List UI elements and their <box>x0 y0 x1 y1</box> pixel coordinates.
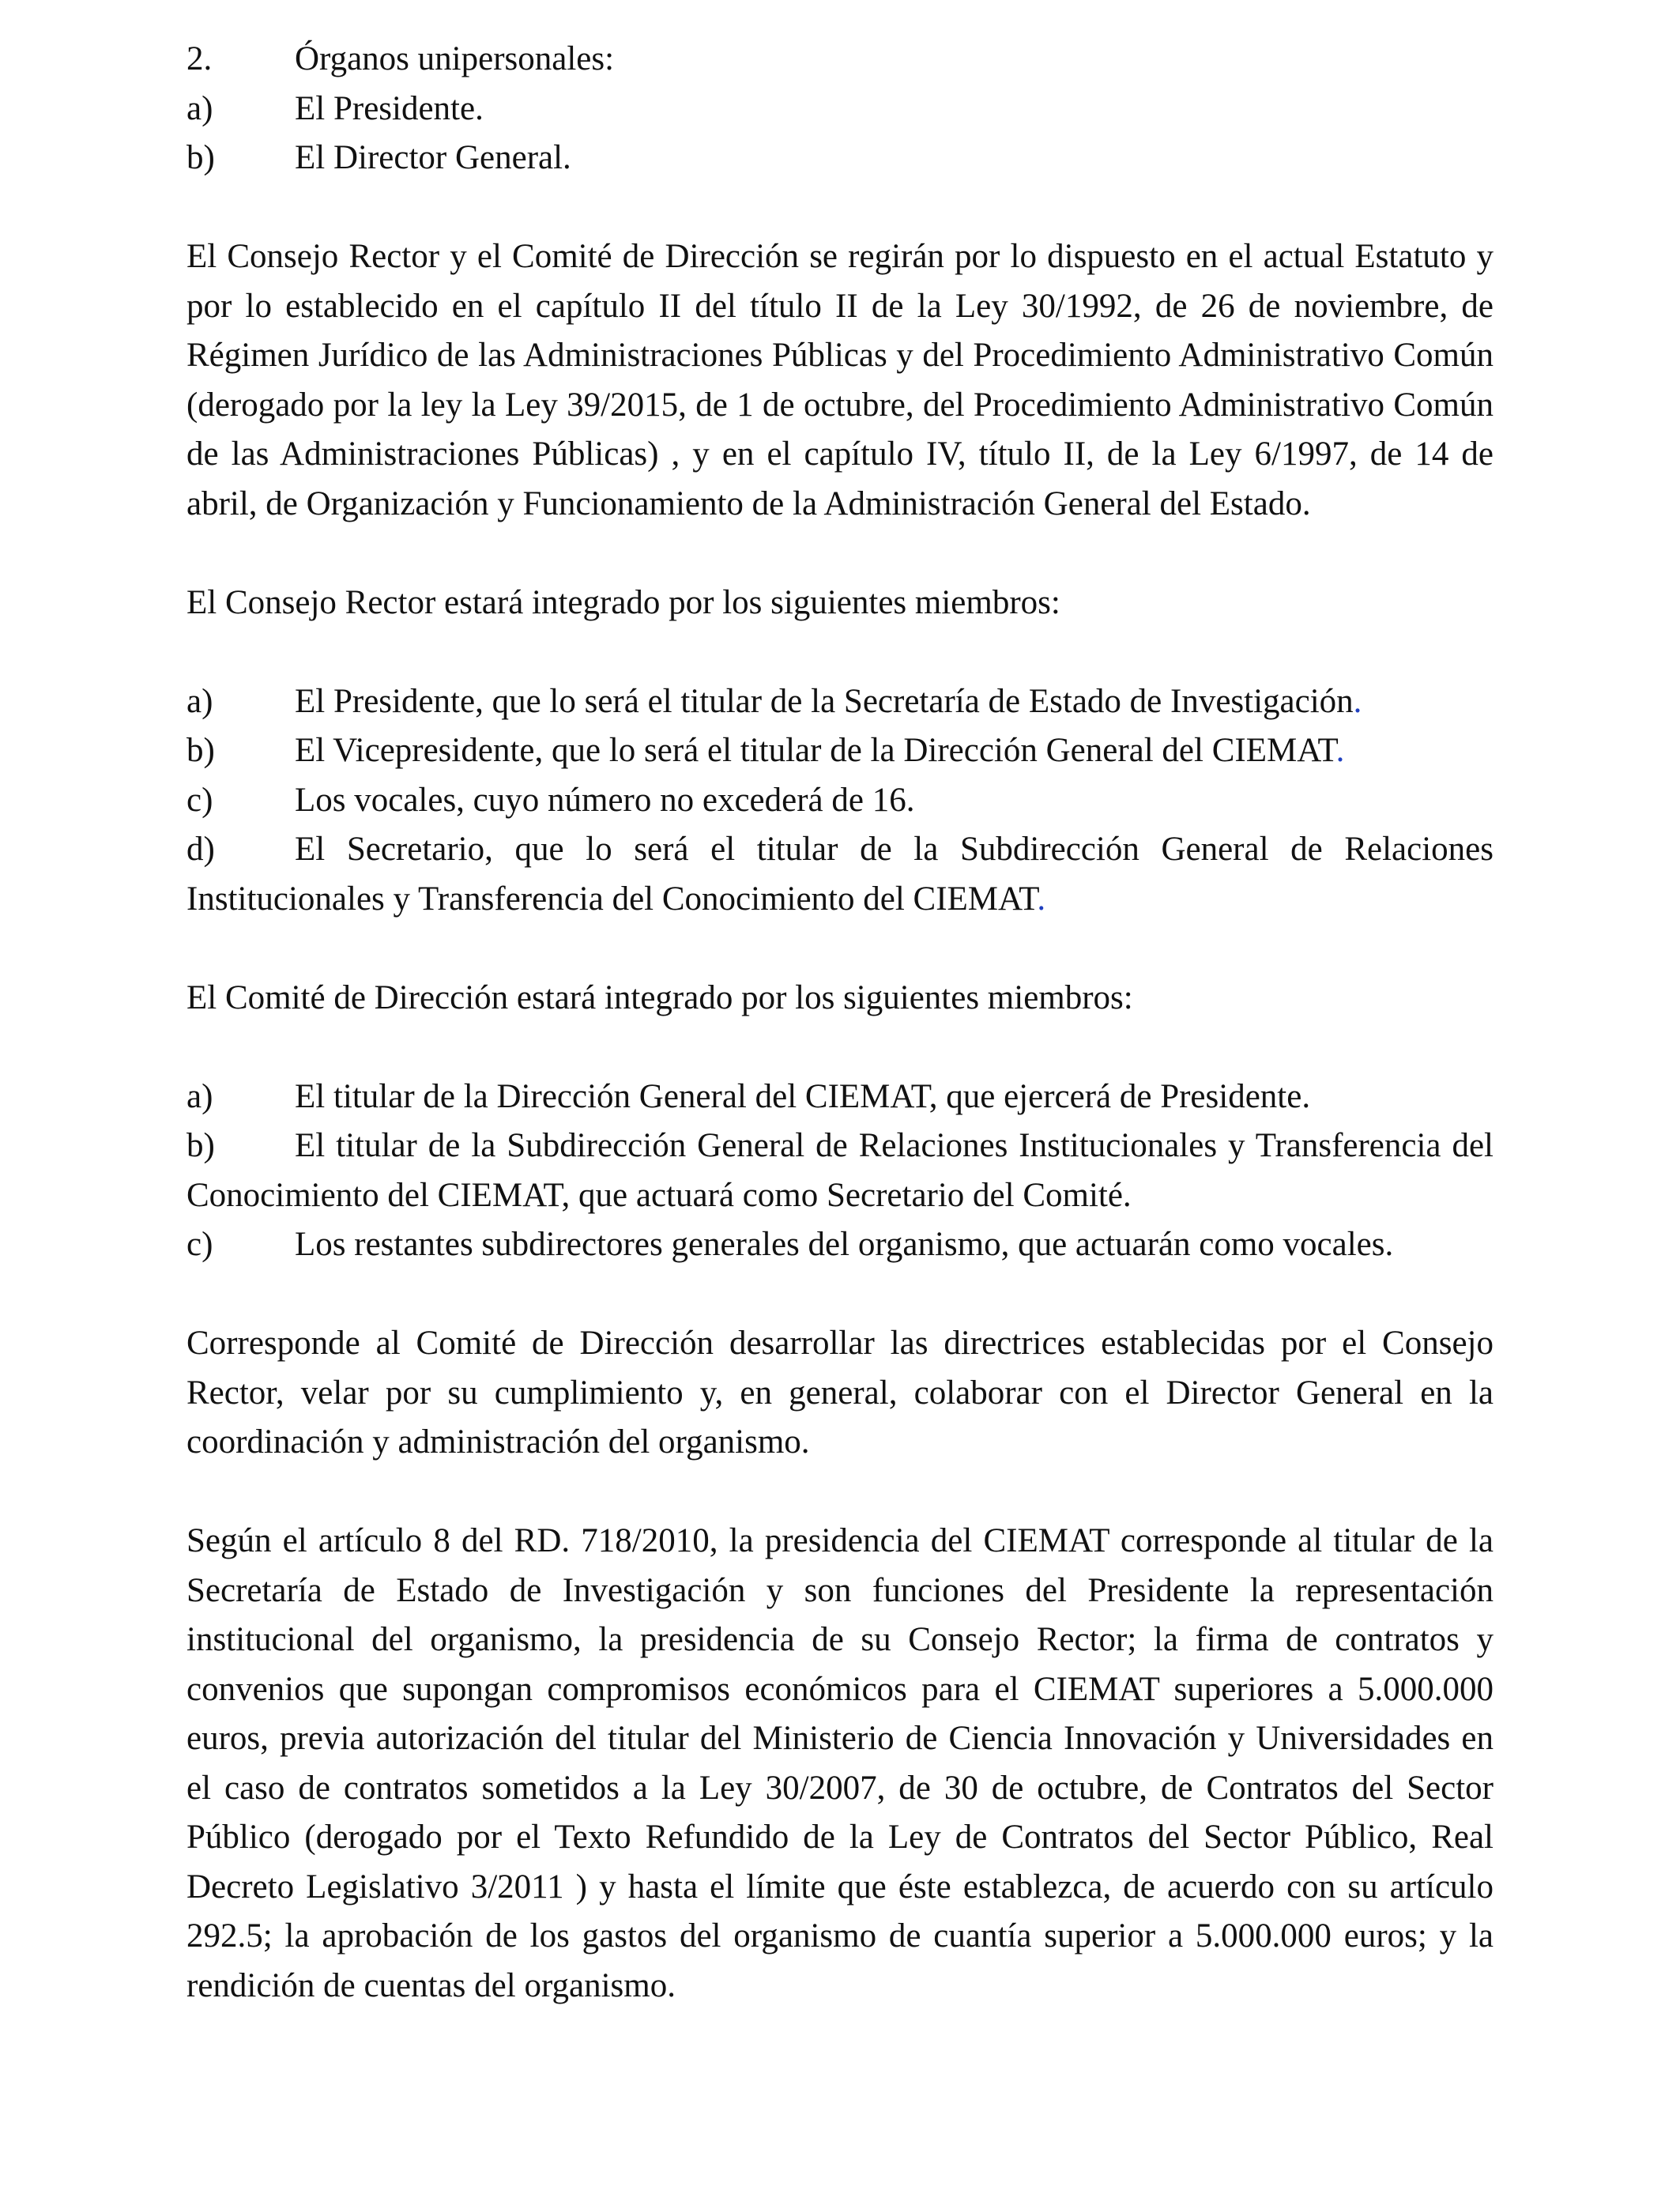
list-item-text: El Presidente. <box>295 89 484 127</box>
list-marker: a) <box>186 89 213 127</box>
paragraph-presidencia: Según el artículo 8 del RD. 718/2010, la presidencia del CIEMAT corresponde al titular de la Secretaría de Estado de Investigación y son funciones del Presidente la representación institucional del organismo, la presidencia de su Consejo Rector; la firma de contratos y convenios que supongan compromisos económicos para el CIEMAT superiores a 5.000.000 euros, previa autorización del titular del Ministerio de Ciencia Innovación y Universidades en el caso de contratos sometidos a la Ley 30/2007, de 30 de octubre, de Contratos del Sector Público (derogado por el Texto Refundido de la Ley de Contratos del Sector Público, Real Decreto Legislativo 3/2011 ) y hasta el límite que éste establezca, de acuerdo con su artículo 292.5; la aprobación de los gastos del organismo de cuantía superior a 5.000.000 euros; y la rendición de cuentas del organismo. <box>186 1522 1494 2004</box>
list-item <box>186 726 1494 776</box>
list-marker: b) <box>186 139 215 176</box>
list-marker: b) <box>186 732 215 769</box>
list-item <box>186 1122 1494 1220</box>
paragraph-regimen: El Consejo Rector y el Comité de Dirección se regirán por lo dispuesto en el actual Estatuto y por lo establecido en el capítulo II del título II de la Ley 30/1992, de 26 de noviembre, de Régimen Jurídico de las Administraciones Públicas y del Procedimiento Administrativo Común (derogado por la ley la Ley 39/2015, de 1 de octubre, del Procedimiento Administrativo Común de las Administraciones Públicas) , y en el capítulo IV, título II, de la Ley 6/1997, de 14 de abril, de Organización y Funcionamiento de la Administración General del Estado. <box>186 238 1494 522</box>
list-marker: a) <box>186 1077 213 1115</box>
list-item <box>186 134 1494 183</box>
list-item <box>186 677 1494 727</box>
list-marker: b) <box>186 1127 215 1164</box>
comite-intro: El Comité de Dirección estará integrado por los siguientes miembros: <box>186 978 1133 1016</box>
list-marker: c) <box>186 1226 213 1263</box>
list-item-text: El Secretario, que lo será el titular de la Subdirección General de Relaciones Institucionales y Transferencia del Conocimiento del CIEMAT <box>186 831 1494 918</box>
list-item-text: El titular de la Dirección General del CIEMAT, que ejercerá de Presidente. <box>295 1077 1311 1115</box>
section-heading <box>186 35 1494 85</box>
consejo-intro: El Consejo Rector estará integrado por los siguientes miembros: <box>186 583 1060 621</box>
list-item <box>186 1220 1494 1270</box>
list-item-text: Los vocales, cuyo número no excederá de 16. <box>295 781 915 819</box>
list-item <box>186 776 1494 826</box>
list-item-text: El Vicepresidente, que lo será el titular de la Dirección General del CIEMAT. <box>295 732 1345 769</box>
list-item <box>186 1072 1494 1122</box>
list-marker: d) <box>186 831 215 868</box>
paragraph-comite-funciones: Corresponde al Comité de Dirección desarrollar las directrices establecidas por el Consejo Rector, velar por su cumplimiento y, en general, colaborar con el Director General en la coordinación y administración del organismo. <box>186 1325 1494 1461</box>
list-item-text: El Director General. <box>295 139 571 176</box>
list-item: d) El Secretario, que lo será el titular de la Subdirección General de Relaciones Institucionales y Transferencia del Conocimiento del CIEMAT. <box>186 825 1494 924</box>
list-item-text: Los restantes subdirectores generales del organismo, que actuarán como vocales. <box>295 1226 1394 1263</box>
section-number: 2. <box>186 40 213 77</box>
list-item-text: El Presidente, que lo será el titular de la Secretaría de Estado de Investigación. <box>295 682 1362 720</box>
list-item-text: El titular de la Subdirección General de Relaciones Institucionales y Transferencia del Conocimiento del CIEMAT, que actuará como Secretario del Comité. <box>186 1127 1494 1214</box>
list-marker: c) <box>186 781 213 819</box>
list-marker: a) <box>186 682 213 720</box>
section-title: Órganos unipersonales: <box>295 40 615 77</box>
document-page <box>186 35 1494 2011</box>
list-item <box>186 85 1494 134</box>
